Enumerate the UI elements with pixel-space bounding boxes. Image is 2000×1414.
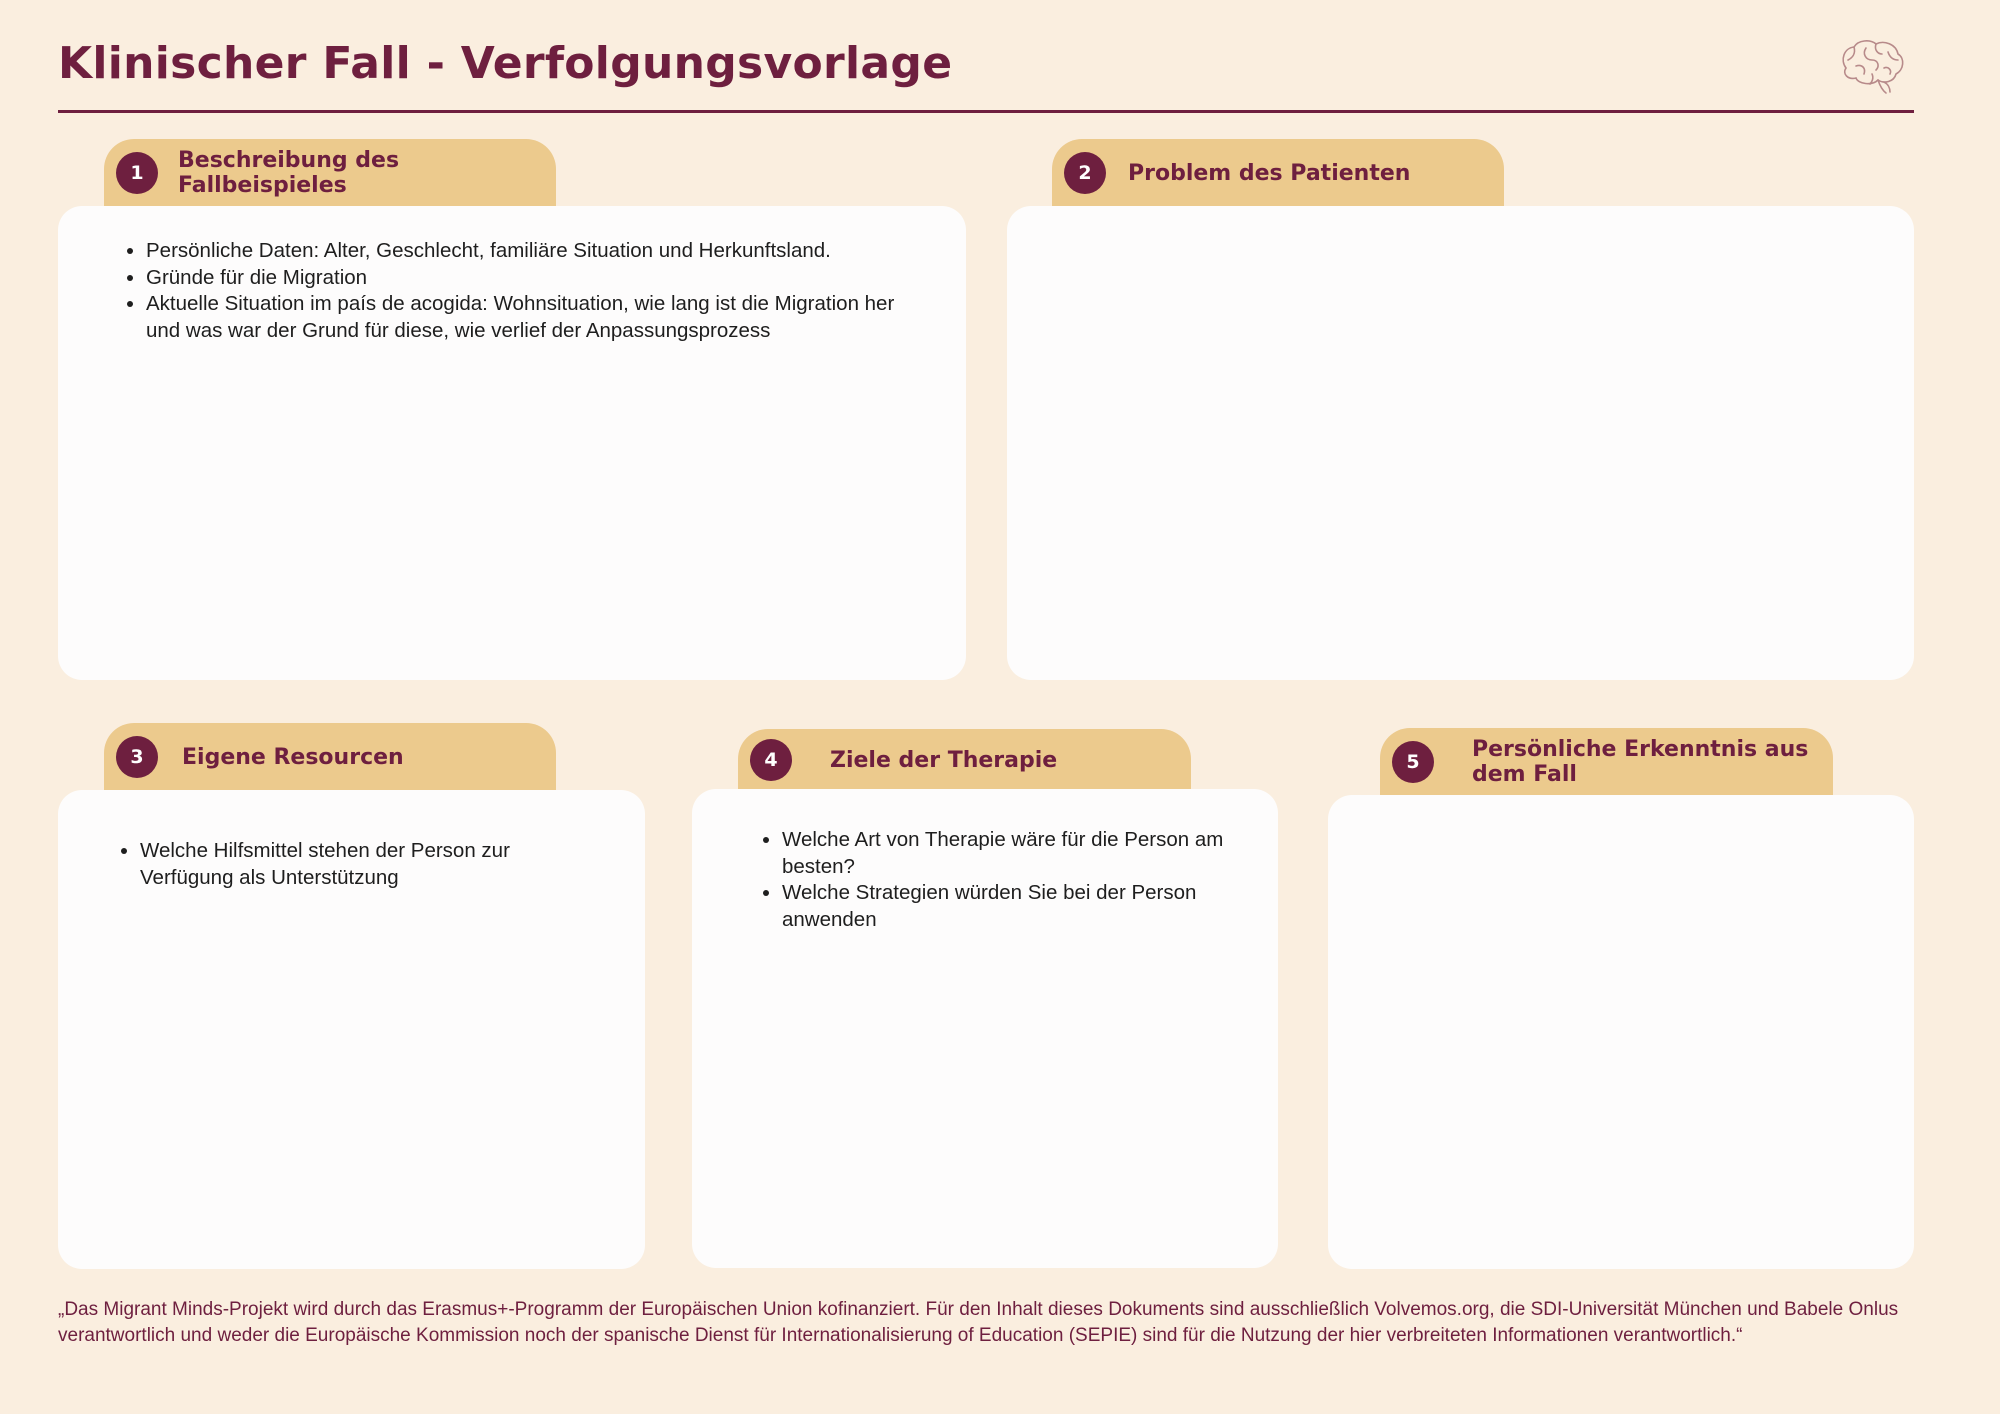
section-1-bullet-list — [116, 238, 916, 344]
section-5-tab — [1380, 728, 1833, 796]
list-item: • Persönliche Daten: Alter, Geschlecht, familiäre Situation und Herkunftsland. — [146, 238, 916, 265]
section-4-card[interactable] — [692, 789, 1278, 1268]
section-4-number: 4 — [750, 739, 792, 781]
section-5-number: 5 — [1392, 741, 1434, 783]
section-2-tab — [1052, 139, 1504, 207]
section-1-number: 1 — [116, 152, 158, 194]
section-2-number: 2 — [1064, 152, 1106, 194]
title-underline — [58, 110, 1914, 113]
brain-icon — [1836, 38, 1906, 96]
section-3-tab — [104, 723, 556, 791]
funding-disclaimer: „Das Migrant Minds-Projekt wird durch das Erasmus+-Programm der Europäischen Union kofinanziert. Für den Inhalt dieses Dokuments sind ausschließlich Volvemos.org, die SDI-Universität München und Babele Onlus verantwortlich und weder die Europäische Kommission noch der spanische Dienst für Internationalisierung of Education (SEPIE) sind für die Nutzung der hier verbreiteten Informationen verantwortlich.“ — [58, 1299, 1899, 1346]
section-3-bullet-list — [110, 838, 585, 891]
section-3-title: Eigene Resourcen — [182, 744, 404, 770]
section-4-tab — [738, 729, 1191, 791]
section-3-number: 3 — [116, 736, 158, 778]
list-item: • Welche Art von Therapie wäre für die Person am besten? — [782, 827, 1238, 880]
section-5-card[interactable] — [1328, 795, 1914, 1269]
section-4-bullet-list — [752, 827, 1238, 933]
section-3-card[interactable] — [58, 790, 645, 1269]
section-2-title: Problem des Patienten — [1128, 160, 1411, 186]
section-1-tab — [104, 139, 556, 207]
section-4-title: Ziele der Therapie — [830, 747, 1058, 773]
list-item: • Welche Hilfsmittel stehen der Person zur Verfügung als Unterstützung — [140, 838, 585, 891]
section-1-card[interactable] — [58, 206, 966, 680]
list-item: • Gründe für die Migration — [146, 265, 916, 292]
section-2-card[interactable] — [1007, 206, 1914, 680]
page-title: Klinischer Fall - Verfolgungsvorlage — [58, 38, 953, 89]
list-item: • Welche Strategien würden Sie bei der Person anwenden — [782, 880, 1238, 933]
section-1-title: Beschreibung des Fallbeispieles — [178, 148, 400, 198]
section-5-title: Persönliche Erkenntnis aus dem Fall — [1472, 737, 1809, 787]
list-item: • Aktuelle Situation im país de acogida: Wohnsituation, wie lang ist die Migration her und was war der Grund für diese, wie verlief der Anpassungsprozess — [146, 291, 916, 344]
